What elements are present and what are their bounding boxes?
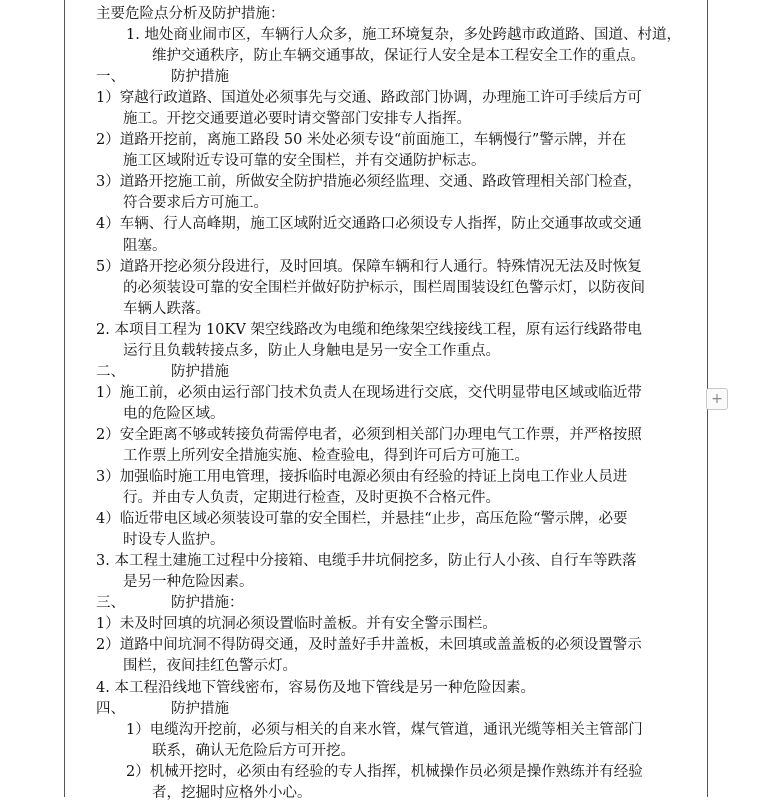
main-item-2: [96, 320, 702, 362]
main-item-1: [96, 25, 702, 67]
text-line: 阻塞。: [123, 237, 167, 254]
text-line: 者，挖掘时应格外小心。: [152, 784, 312, 801]
section-heading-4: 四、 防护措施: [96, 700, 229, 717]
plus-icon: +: [711, 391, 723, 407]
text-line: 2. 本项目工程为 10KV 架空线路改为电缆和绝缘架空线接线工程，原有运行线路带电: [96, 321, 642, 338]
text-line: 符合要求后方可施工。: [123, 195, 268, 212]
section-heading-3: 三、 防护措施：: [96, 595, 244, 612]
text-line: 工作票上所列安全措施实施、检查验电，得到许可后方可施工。: [123, 447, 529, 464]
text-line: 2）道路中间坑洞不得防碍交通，及时盖好手井盖板，未回填或盖盖板的必须设置警示: [96, 637, 642, 654]
text-line: 行。并由专人负责，定期进行检查，及时更换不合格元件。: [123, 490, 500, 507]
document-page: [96, 4, 702, 804]
text-line: 时设专人监护。: [123, 532, 225, 549]
list-item: [96, 130, 702, 172]
list-item: [96, 383, 702, 425]
text-line: 1）施工前，必须由运行部门技术负责人在现场进行交底，交代明显带电区域或临近带: [96, 384, 642, 401]
text-line: 4）车辆、行人高峰期，施工区域附近交通路口必须设专人指挥，防止交通事故或交通: [96, 216, 642, 233]
main-item-4: [96, 678, 702, 699]
text-line: 1）穿越行政道路、国道处必须事先与交通、路政部门协调，办理施工许可手续后方可: [96, 90, 642, 107]
text-line: 施工区域附近专设可靠的安全围栏，并有交通防护标志。: [123, 153, 486, 170]
list-item: [96, 172, 702, 214]
page-left-border: [64, 0, 65, 797]
list-item: [96, 88, 702, 130]
list-item: [96, 425, 702, 467]
list-item: [96, 214, 702, 256]
list-item: [96, 257, 702, 320]
text-line: 5）道路开挖必须分段进行，及时回填。保障车辆和行人通行。特殊情况无法及时恢复: [96, 258, 642, 275]
text-line: 3）道路开挖施工前，所做安全防护措施必须经监理、交通、路政管理相关部门检查，: [96, 174, 642, 191]
text-line: 4）临近带电区域必须装设可靠的安全围栏，并悬挂“止步，高压危险“警示牌，必要: [96, 511, 628, 528]
text-line: 2）道路开挖前，离施工路段 50 米处必须专设“前面施工，车辆慢行”警示牌，并在: [96, 132, 627, 149]
text-line: 施工。开挖交通要道必要时请交警部门安排专人指挥。: [123, 111, 471, 128]
list-item: [96, 467, 702, 509]
add-plus-button[interactable]: [706, 388, 728, 410]
text-line: 4. 本工程沿线地下管线密布，容易伤及地下管线是另一种危险因素。: [96, 679, 535, 696]
text-line: 车辆人跌落。: [123, 300, 210, 317]
text-line: 2）机械开挖时，必须由有经验的专人指挥，机械操作员必须是操作熟练并有经验: [126, 763, 643, 780]
text-line: 1）未及时回填的坑洞必须设置临时盖板。并有安全警示围栏。: [96, 616, 497, 633]
list-item: [96, 509, 702, 551]
text-line: 的必须装设可靠的安全围栏并做好防护标示，围栏周围装设红色警示灯，以防夜间: [123, 279, 645, 296]
section-heading-2: 二、 防护措施: [96, 363, 229, 380]
text-line: 2）安全距离不够或转接负荷需停电者，必须到相关部门办理电气工作票，并严格按照: [96, 426, 642, 443]
list-item: [96, 720, 702, 762]
text-line: 1. 地处商业闹市区，车辆行人众多，施工环境复杂，多处跨越市政道路、国道、村道，: [126, 27, 681, 44]
section-heading-1: 一、 防护措施: [96, 69, 229, 86]
list-item: [96, 635, 702, 677]
list-item: [96, 762, 702, 804]
text-line: 运行且负载转接点多，防止人身触电是另一安全工作重点。: [123, 342, 500, 359]
text-line: 是另一种危险因素。: [123, 574, 254, 591]
text-line: 维护交通秩序，防止车辆交通事故，保证行人安全是本工程安全工作的重点。: [152, 48, 645, 65]
text-line: 电的危险区域。: [123, 405, 225, 422]
text-line: 3）加强临时施工用电管理，接拆临时电源必须由有经验的持证上岗电工作业人员进: [96, 469, 628, 486]
main-item-3: [96, 551, 702, 593]
text-line: 1）电缆沟开挖前，必须与相关的自来水管，煤气管道，通讯光缆等相关主管部门: [126, 721, 643, 738]
text-line: 围栏，夜间挂红色警示灯。: [123, 658, 297, 675]
text-line: 3. 本工程土建施工过程中分接箱、电缆手井坑侗挖多，防止行人小孩、自行车等跌落: [96, 553, 637, 570]
list-item: [96, 614, 702, 635]
doc-title: 主要危险点分析及防护措施：: [96, 6, 285, 22]
text-line: 联系，确认无危险后方可开挖。: [152, 742, 355, 759]
